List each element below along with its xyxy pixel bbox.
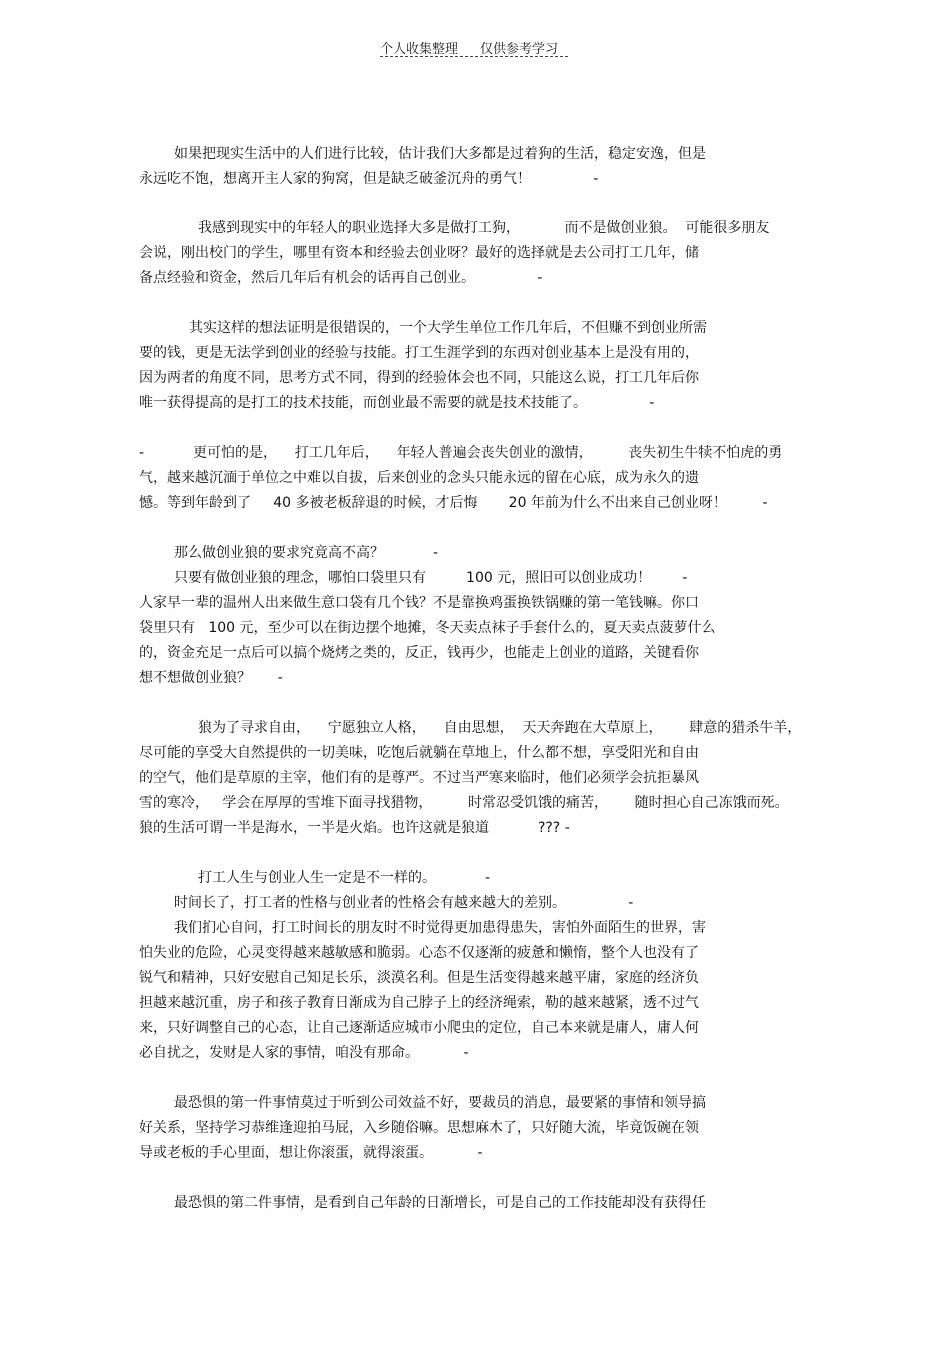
text-line: 其实这样的想法证明是很错误的，一个大学生单位工作几年后，不但赚不到创业所需 <box>189 320 707 336</box>
text-line: 必自扰之，发财是人家的事情，咱没有那命。 - <box>139 1045 469 1061</box>
text-line: 最恐惧的第一件事情莫过于听到公司效益不好，要裁员的消息，最要紧的事情和领导搞 <box>174 1095 706 1111</box>
text-line: 时间长了，打工者的性格与创业者的性格会有越来越大的差别。 - <box>174 895 634 911</box>
text-line: 导或老板的手心里面，想让你滚蛋，就得滚蛋。 - <box>139 1145 483 1161</box>
text-line: 雪的寒冷， 学会在厚厚的雪堆下面寻找猎物， 时常忍受饥饿的痛苦， 随时担心自己冻饿而死。 <box>139 795 789 811</box>
text-line: 会说，刚出校门的学生，哪里有资本和经验去创业呀？最好的选择就是去公司打工几年，储 <box>139 245 699 261</box>
text-line: 袋里只有 100 元，至少可以在街边摆个地摊，冬天卖点袜子手套什么的，夏天卖点菠萝什么 <box>139 620 716 636</box>
header-left-text: 个人收集整理 <box>380 42 459 57</box>
text-line: 的空气，他们是草原的主宰，他们有的是尊严。不过当严寒来临时，他们必须学会抗拒暴风 <box>139 770 699 786</box>
text-line: 气，越来越沉湎于单位之中难以自拔，后来创业的念头只能永远的留在心底，成为永久的遗 <box>139 470 699 486</box>
text-line: 担越来越沉重，房子和孩子教育日渐成为自己脖子上的经济绳索，勒的越来越紧，透不过气 <box>139 995 699 1011</box>
text-line: 永远吃不饱，想离开主人家的狗窝，但是缺乏破釜沉舟的勇气！ - <box>139 171 599 187</box>
text-line: 打工人生与创业人生一定是不一样的。 - <box>198 870 491 886</box>
text-line: 我们扪心自问，打工时间长的朋友时不时觉得更加患得患失，害怕外面陌生的世界，害 <box>174 920 706 936</box>
text-line: - 更可怕的是， 打工几年后， 年轻人普遍会丧失创业的激情， 丧失初生牛犊不怕虎的勇 <box>139 445 783 461</box>
text-line: 人家早一辈的温州人出来做生意口袋有几个钱？不是靠换鸡蛋换铁锅赚的第一笔钱嘛。你口 <box>139 595 699 611</box>
text-line: 憾。等到年龄到了 40 多被老板辞退的时候，才后悔 20 年前为什么不出来自己创业呀！ - <box>139 495 768 511</box>
text-line: 如果把现实生活中的人们进行比较，估计我们大多都是过着狗的生活，稳定安逸，但是 <box>174 146 706 162</box>
text-line: 唯一获得提高的是打工的技术技能，而创业最不需要的就是技术技能了。 - <box>139 395 655 411</box>
text-line: 来，只好调整自己的心态，让自己逐渐适应城市小爬虫的定位，自己本来就是庸人，庸人何 <box>139 1020 699 1036</box>
page-header <box>380 38 570 57</box>
header-dashed-rule <box>380 56 568 57</box>
text-line: 狼的生活可谓一半是海水，一半是火焰。也许这就是狼道 ??? - <box>139 820 570 836</box>
text-line: 那么做创业狼的要求究竟高不高？ - <box>174 545 439 561</box>
text-line: 锐气和精神，只好安慰自己知足长乐，淡漠名利。但是生活变得越来越平庸，家庭的经济负 <box>139 970 699 986</box>
text-line: 最恐惧的第二件事情，是看到自己年龄的日渐增长，可是自己的工作技能却没有获得任 <box>174 1195 706 1211</box>
text-line: 的，资金充足一点后可以搞个烧烤之类的，反正，钱再少，也能走上创业的道路，关键看你 <box>139 645 699 661</box>
text-line: 备点经验和资金，然后几年后有机会的话再自己创业。 - <box>139 270 543 286</box>
text-line: 想不想做创业狼？ - <box>139 670 283 686</box>
text-line: 怕失业的危险，心灵变得越来越敏感和脆弱。心态不仅逐渐的疲惫和懒惰，整个人也没有了 <box>139 945 699 961</box>
text-line: 因为两者的角度不同，思考方式不同，得到的经验体会也不同，只能这么说，打工几年后你 <box>139 370 699 386</box>
header-right-text: 仅供参考学习 <box>480 42 559 57</box>
text-line: 要的钱，更是无法学到创业的经验与技能。打工生涯学到的东西对创业基本上是没有用的， <box>139 345 699 361</box>
text-line: 只要有做创业狼的理念，哪怕口袋里只有 100 元，照旧可以创业成功！ - <box>174 570 688 586</box>
text-line: 狼为了寻求自由， 宁愿独立人格， 自由思想， 天天奔跑在大草原上， 肆意的猎杀牛羊， <box>198 720 802 736</box>
text-line: 好关系，坚持学习恭维逢迎拍马屁，入乡随俗嘛。思想麻木了，只好随大流，毕竟饭碗在领 <box>139 1120 699 1136</box>
text-line: 我感到现实中的年轻人的职业选择大多是做打工狗， 而不是做创业狼。 可能很多朋友 <box>198 220 770 236</box>
text-line: 尽可能的享受大自然提供的一切美味，吃饱后就躺在草地上，什么都不想，享受阳光和自由 <box>139 745 699 761</box>
